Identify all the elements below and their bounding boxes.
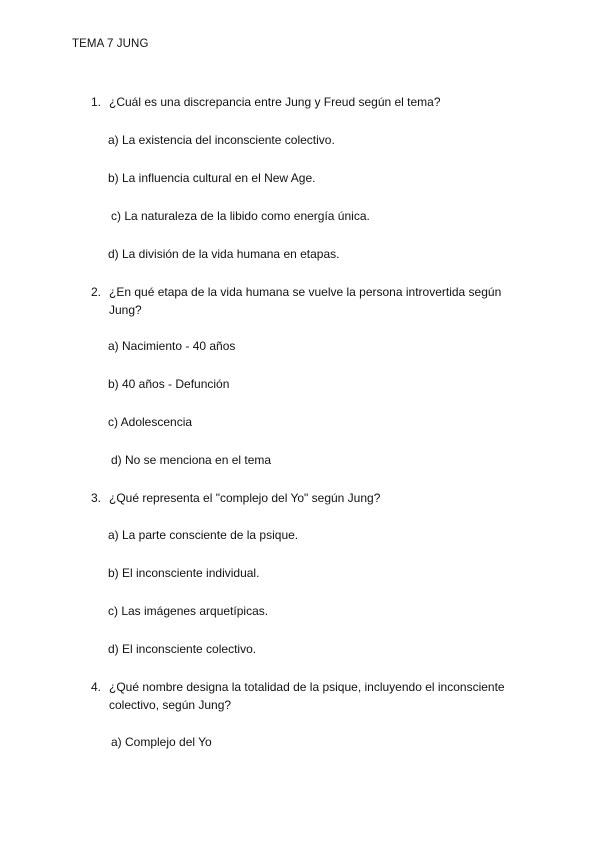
question-number: 3. xyxy=(91,491,102,505)
question-2-option-b: b) 40 años - Defunción xyxy=(108,377,230,391)
question-text: ¿En qué etapa de la vida humana se vuelve la persona introvertida según Jung? xyxy=(109,285,502,317)
question-text: ¿Cuál es una discrepancia entre Jung y Freud según el tema? xyxy=(109,95,441,109)
question-number: 2. xyxy=(91,285,102,299)
question-3-option-b: b) El inconsciente individual. xyxy=(108,566,260,580)
question-3-option-c: c) Las imágenes arquetípicas. xyxy=(108,604,269,618)
question-text: ¿Qué nombre designa la totalidad de la psique, incluyendo el inconsciente colectivo, según Jung? xyxy=(109,680,505,712)
question-text: ¿Qué representa el "complejo del Yo" según Jung? xyxy=(109,491,381,505)
document-title: TEMA 7 JUNG xyxy=(72,38,149,50)
question-number: 4. xyxy=(91,680,102,694)
question-4-option-a: a) Complejo del Yo xyxy=(111,735,212,749)
question-3-option-a: a) La parte consciente de la psique. xyxy=(108,528,299,542)
question-1-option-d: d) La división de la vida humana en etapas. xyxy=(108,247,340,261)
question-1-option-c: c) La naturaleza de la libido como energía única. xyxy=(111,209,370,223)
question-1-option-b: b) La influencia cultural en el New Age. xyxy=(108,171,316,185)
question-2-option-d: d) No se menciona en el tema xyxy=(111,453,272,467)
question-1-option-a: a) La existencia del inconsciente colectivo. xyxy=(108,133,335,147)
question-3-option-d: d) El inconsciente colectivo. xyxy=(108,642,257,656)
question-number: 1. xyxy=(91,95,102,109)
question-2-option-a: a) Nacimiento - 40 años xyxy=(108,339,236,353)
question-2-option-c: c) Adolescencia xyxy=(108,415,193,429)
